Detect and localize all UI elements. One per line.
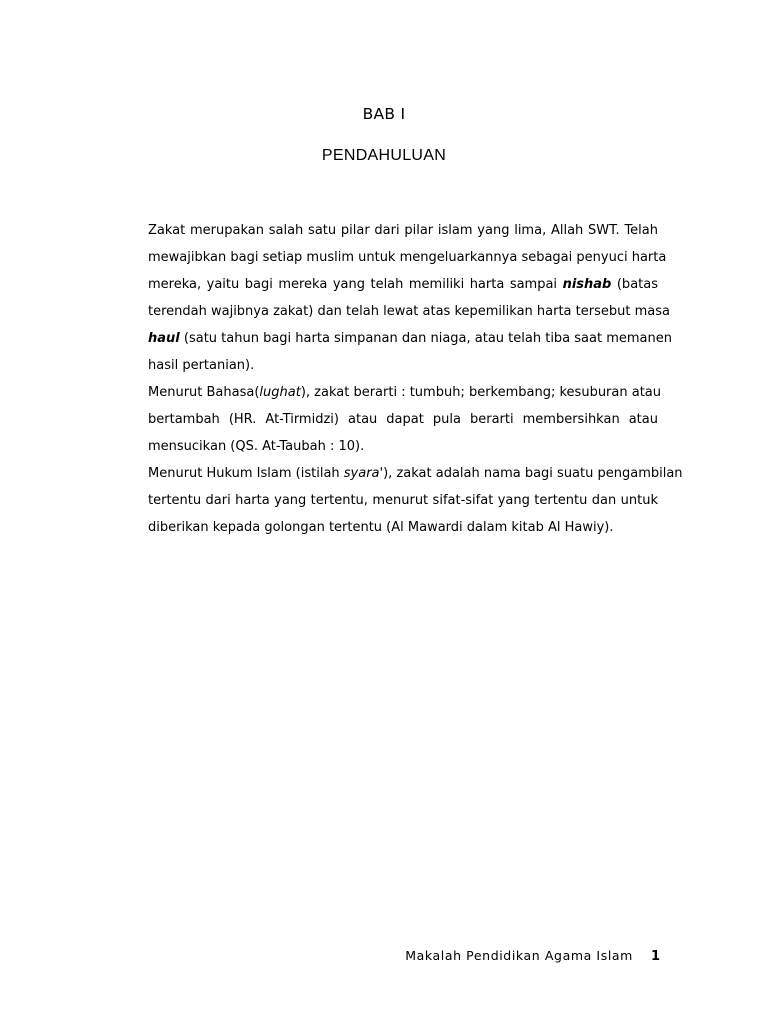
text-segment: mereka, yaitu bagi mereka yang telah memiliki harta sampai xyxy=(148,277,563,292)
text-line xyxy=(148,298,670,325)
chapter-number: BAB I xyxy=(362,105,406,123)
text-segment: diberikan kepada golongan tertentu (Al Mawardi dalam kitab Al Hawiy). xyxy=(148,520,614,535)
text-line xyxy=(148,379,662,406)
text-line xyxy=(148,514,658,541)
text-segment: mensucikan (QS. At-Taubah : 10). xyxy=(148,439,365,454)
page-footer xyxy=(0,946,660,967)
footer-title: Makalah Pendidikan Agama Islam xyxy=(405,948,633,963)
text-line xyxy=(148,406,658,433)
text-segment: terendah wajibnya zakat) dan telah lewat atas kepemilikan harta tersebut masa xyxy=(148,304,670,319)
text-segment: ), zakat berarti : tumbuh; berkembang; kesuburan atau xyxy=(300,385,662,400)
text-line xyxy=(148,271,658,298)
text-line xyxy=(148,352,658,379)
chapter-title: PENDAHULUAN xyxy=(321,147,447,164)
text-segment: ), zakat adalah nama bagi suatu pengambilan xyxy=(383,466,683,481)
paragraph-language-meaning xyxy=(148,379,662,460)
text-line xyxy=(148,433,658,460)
text-segment: bertambah (HR. At-Tirmidzi) atau dapat pula berarti membersihkan atau xyxy=(148,412,658,427)
text-line xyxy=(148,325,672,352)
text-segment: (satu tahun bagi harta simpanan dan niaga, atau telah tiba saat memanen xyxy=(179,331,672,346)
text-segment: Menurut Bahasa( xyxy=(148,385,260,400)
text-line xyxy=(148,487,658,514)
page-number: 1 xyxy=(650,949,660,964)
body-text xyxy=(148,217,683,541)
term-lughat: lughat xyxy=(259,385,301,400)
term-syara: syara' xyxy=(343,466,384,481)
text-segment: tertentu dari harta yang tertentu, menurut sifat-sifat yang tertentu dan untuk xyxy=(148,493,658,508)
text-line xyxy=(148,244,667,271)
term-nishab: nishab xyxy=(562,277,612,292)
text-segment: mewajibkan bagi setiap muslim untuk mengeluarkannya sebagai penyuci harta xyxy=(148,250,667,265)
paragraph-definition xyxy=(148,217,672,379)
text-line xyxy=(148,460,683,487)
text-segment: hasil pertanian). xyxy=(148,358,255,373)
text-segment: (batas xyxy=(611,277,658,292)
paragraph-islamic-law-meaning xyxy=(148,460,683,541)
term-haul: haul xyxy=(148,331,180,346)
text-segment: Zakat merupakan salah satu pilar dari pilar islam yang lima, Allah SWT. Telah xyxy=(148,223,658,238)
text-line xyxy=(148,217,658,244)
text-segment: Menurut Hukum Islam (istilah xyxy=(148,466,344,481)
